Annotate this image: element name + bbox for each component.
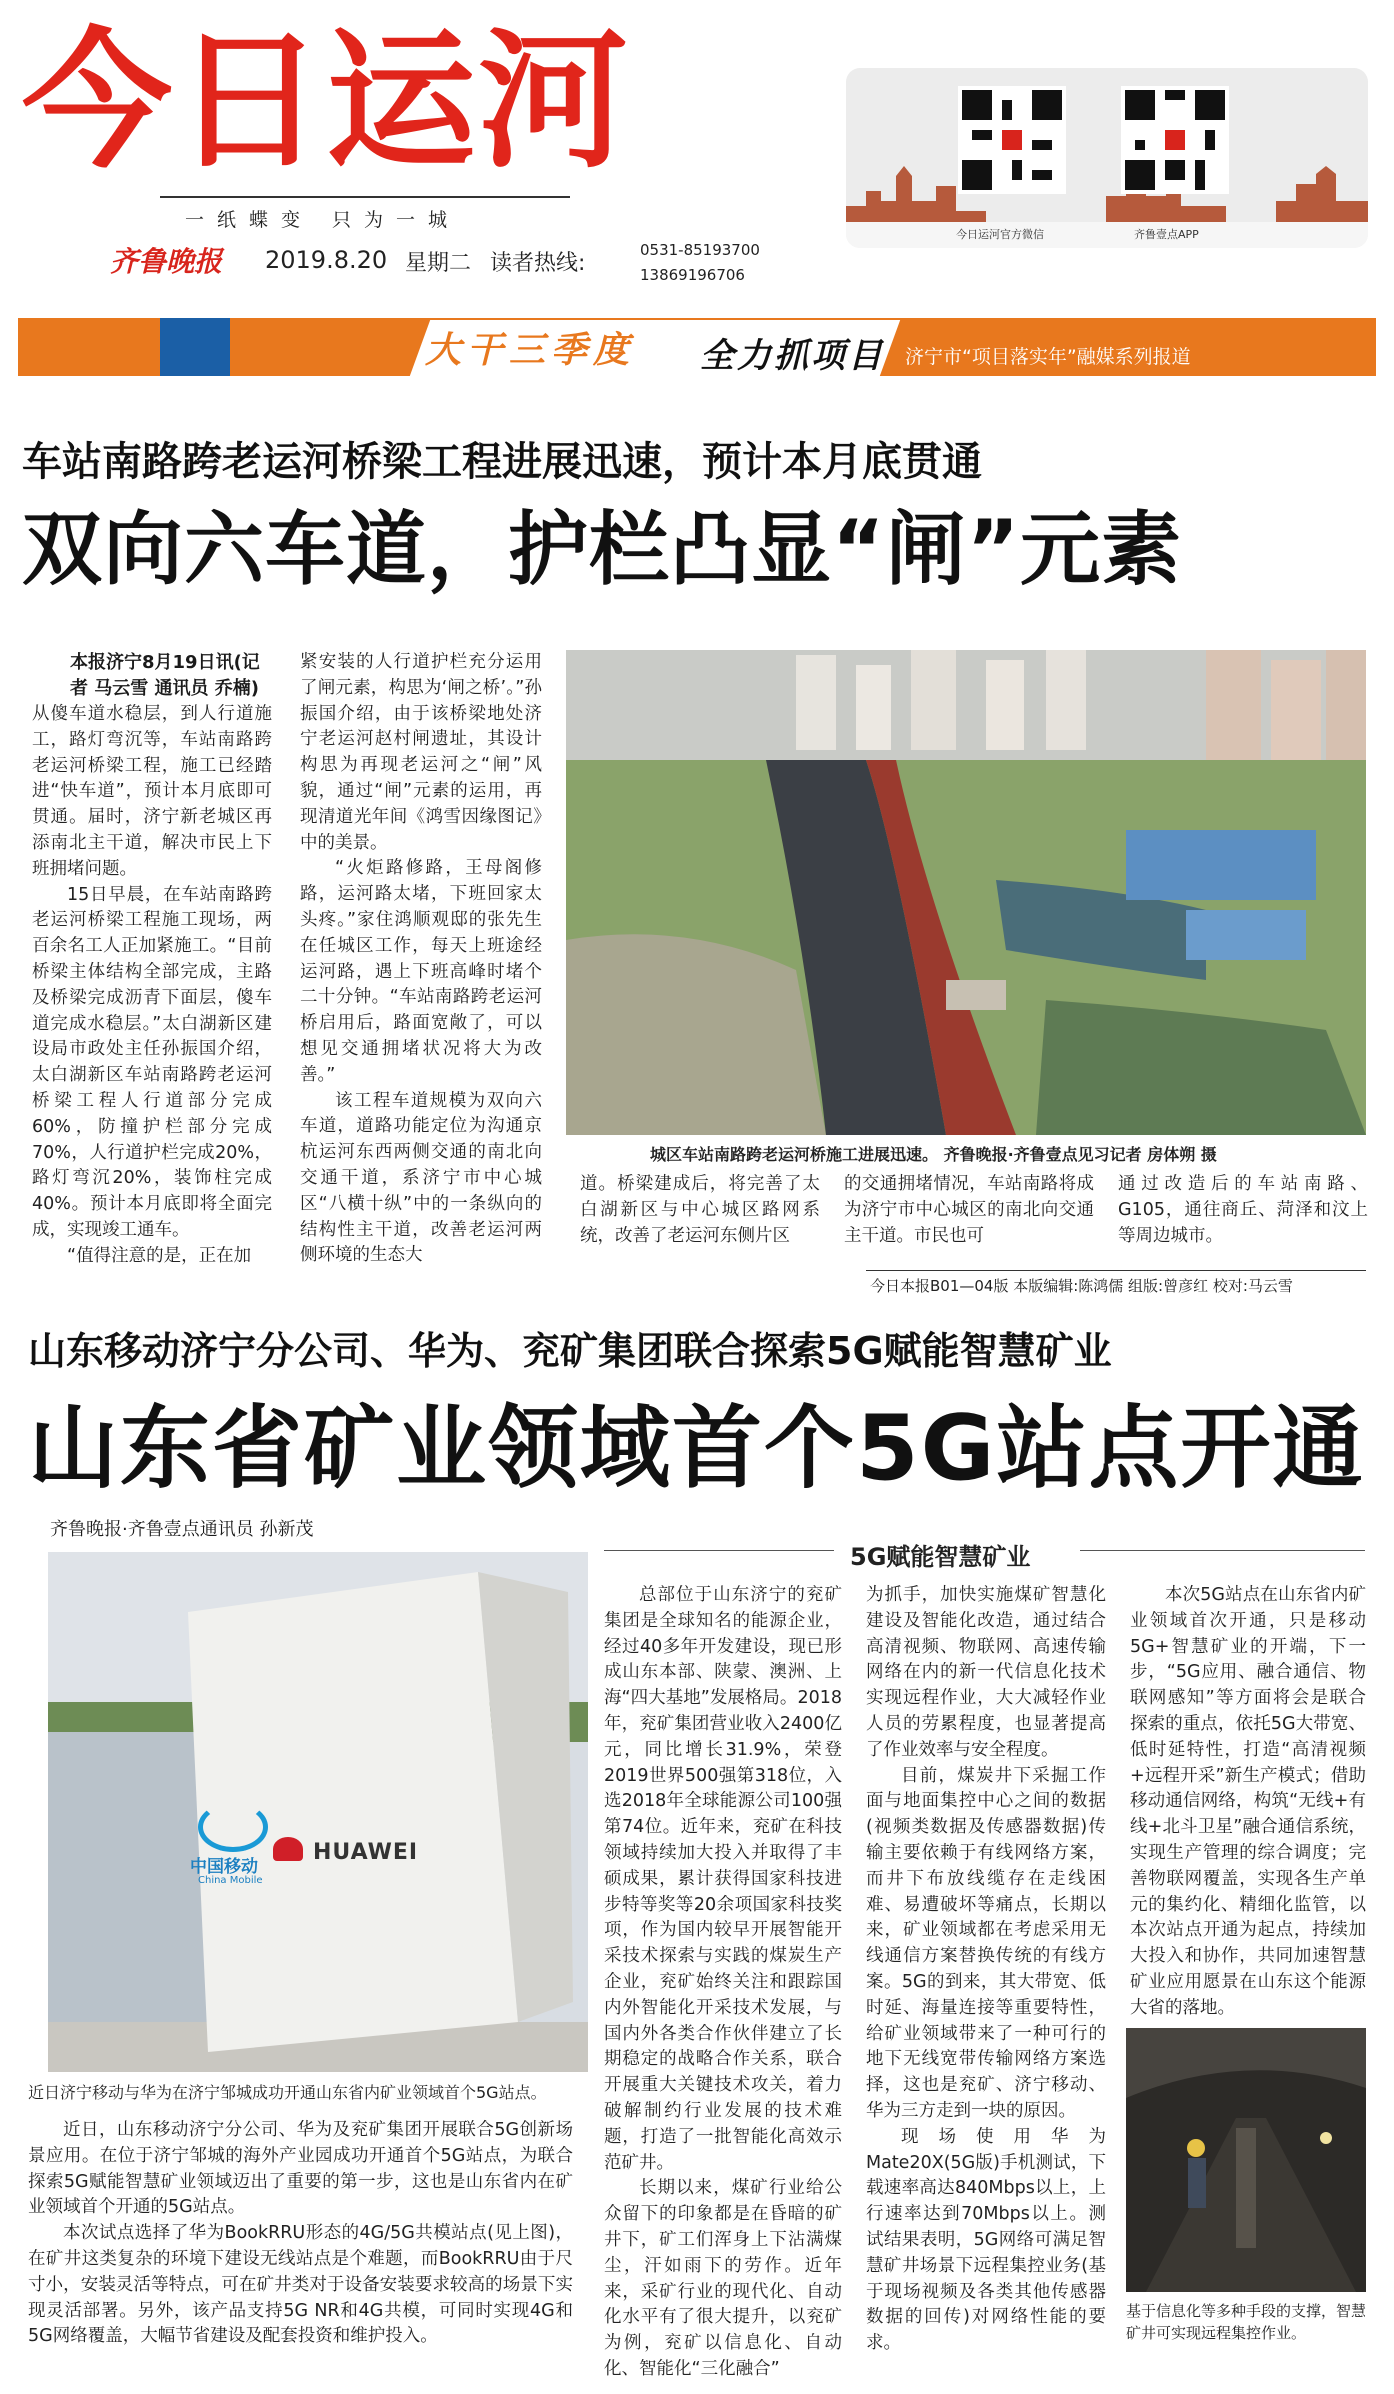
- paragraph: 该工程车道规模为双向六车道，道路功能定位为沟通京杭运河东西两侧交通的南北向交通干道，系济宁市中心城区“八横十纵”中的一条纵向的结构性主干道，改善老运河两侧环境的生态大: [300, 1090, 542, 1266]
- section-rule-left: [604, 1550, 834, 1551]
- article2-column-3: [1130, 1583, 1366, 2022]
- paragraph: “值得注意的是，正在加: [67, 1245, 252, 1266]
- paragraph: 为抓手，加快实施煤矿智慧化建设及智能化改造，通过结合高清视频、物联网、高速传输网络在内的新一代信息化技术实现远程作业，大大减轻作业人员的劳累程度，也显著提高了作业效率与安全程度。: [866, 1585, 1106, 1760]
- article2-headline: 山东省矿业领域首个5G站点开通: [28, 1396, 1365, 1501]
- article2-column-1: [604, 1583, 842, 2383]
- paragraph: 现场使用华为Mate20X(5G版)手机测试，下载速率高达840Mbps以上，上行速率达到70Mbps以上。测试结果表明，5G网络可满足智慧矿井场景下远程集控业务(基于现场视频及各类其他传感器数据的回传)对网络性能的要求。: [866, 2126, 1106, 2354]
- qr-label-app: 齐鲁壹点APP: [1134, 228, 1199, 241]
- article1-photo-caption: 城区车站南路跨老运河桥施工进展迅速。 齐鲁晚报·齐鲁壹点见习记者 房体朔 摄: [650, 1145, 1217, 1164]
- paragraph: 从傻车道水稳层，到人行道施工，路灯弯沉等，车站南路跨老运河桥梁工程，施工已经踏进“快车道”，预计本月底即可贯通。届时，济宁新老城区再添南北主干道，解决市民上下班拥堵问题。: [32, 704, 272, 879]
- paragraph: 紧安装的人行道护栏充分运用了闸元素，构思为‘闸之桥’。”孙振国介绍，由于该桥梁地处济宁老运河赵村闸遗址，其设计构思为再现老运河之“闸”风貌，通过“闸”元素的运用，再现清道光年间《鸿雪因缘图记》中的美景。: [300, 652, 542, 853]
- paragraph: 本次5G站点在山东省内矿业领域首次开通，只是移动5G+智慧矿业的开端，下一步，“5G应用、融合通信、物联网感知”等方面将会是联合探索的重点，依托5G大带宽、低时延特性，打造“高清视频+远程开采”新生产模式；借助移动通信网络，构筑“无线+有线+北斗卫星”融合通信系统，实现生产管理的综合调度；完善物联网覆盖，实现各生产单元的集约化、精细化监管，以本次站点开通为起点，持续加大投入和协作，共同加速智慧矿业应用愿景在山东这个能源大省的落地。: [1130, 1585, 1366, 2018]
- issue-weekday: 星期二: [405, 251, 472, 276]
- article1-column-5: 通过改造后的车站南路、G105，通往商丘、菏泽和汶上等周边城市。: [1118, 1174, 1368, 1246]
- coal-mine-photo: [1126, 2028, 1366, 2292]
- masthead-title: 今日运河: [22, 15, 631, 189]
- article2-kicker: 山东移动济宁分公司、华为、兖矿集团联合探索5G赋能智慧矿业: [28, 1329, 1112, 1373]
- mine-photo-caption: 基于信息化等多种手段的支撑，智慧矿井可实现远程集控作业。: [1126, 2302, 1367, 2342]
- paragraph: 本次试点选择了华为BookRRU形态的4G/5G共模站点(见上图)，在矿井这类复杂的环境下建设无线站点是个难题，而BookRRU由于尺寸小，安装灵活等特点，可在矿井类对于设备安装要求较高的场景下实现灵活部署。另外，该产品支持5G NR和4G共模，可同时实现4G和5G网络覆盖，大幅节省建设及配套投资和维护投入。: [28, 2223, 573, 2347]
- paragraph: “火炬路修路，王母阁修路，运河路太堵，下班回家太头疼。”家住鸿顺观邸的张先生在任城区工作，每天上班途经运河路，遇上下班高峰时堵个二十分钟。“车站南路跨老运河桥启用后，路面宽敞了，可以想见交通拥堵状况将大为改善。”: [300, 858, 542, 1085]
- section-rule-right: [1080, 1550, 1365, 1551]
- qr-label-wechat: 今日运河官方微信: [956, 228, 1044, 241]
- 5g-station-photo: [48, 1552, 588, 2072]
- city-skyline-graphic: [846, 156, 1368, 226]
- article2-intro: [28, 2118, 573, 2350]
- article2-photo-caption: 近日济宁移动与华为在济宁邹城成功开通山东省内矿业领域首个5G站点。: [28, 2083, 547, 2102]
- article1-column-1: [32, 702, 272, 1270]
- banner-slogan-1: 大干三季度: [425, 330, 636, 371]
- article2-byline: 齐鲁晚报·齐鲁壹点通讯员 孙新茂: [50, 1519, 314, 1540]
- issue-date: 2019.8.20: [265, 246, 388, 274]
- article2-column-2: [866, 1583, 1106, 2357]
- article1-column-3: 道。桥梁建成后，将完善了太白湖新区与中心城区路网系统，改善了老运河东侧片区: [580, 1174, 820, 1246]
- paragraph: 15日早晨，在车站南路跨老运河桥梁工程施工现场，两百余名工人正加紧施工。“目前桥梁主体结构全部完成，主路及桥梁完成沥青下面层，傻车道完成水稳层。”太白湖新区建设局市政处主任孙振国介绍，太白湖新区车站南路跨老运河桥梁工程人行道部分完成60%，防撞护栏部分完成70%，人行道护栏完成20%，路灯弯沉20%，装饰柱完成40%。预计本月底即将全面完成，实现竣工通车。: [32, 884, 272, 1240]
- hotline-number-1: 0531-85193700: [640, 241, 760, 259]
- paragraph: 总部位于山东济宁的兖矿集团是全球知名的能源企业，经过40多年开发建设，现已形成山东本部、陕蒙、澳洲、上海“四大基地”发展格局。2018年，兖矿集团营业收入2400亿元，同比增长31.9%，荣登2019世界500强第318位，入选2018年全球能源公司100强第74位。近年来，兖矿在科技领域持续加大投入并取得了丰硕成果，累计获得国家科技进步特等奖等20余项国家科技奖项，作为国内较早开展智能开采技术探索与实践的煤炭生产企业，兖矿始终关注和跟踪国内外智能化开采技术发展，与国内外各类合作伙伴建立了长期稳定的战略合作关系，联合开展重大关键技术攻关，着力破解制约行业发展的技术难题，打造了一批智能化高效示范矿井。: [604, 1585, 842, 2173]
- banner-series-label: 济宁市“项目落实年”融媒系列报道: [905, 346, 1191, 368]
- bridge-construction-photo: [566, 650, 1366, 1135]
- app-qr-code: [1121, 86, 1229, 194]
- slogan-divider: [160, 196, 570, 198]
- paragraph: 近日，山东移动济宁分公司、华为及兖矿集团开展联合5G创新场景应用。在位于济宁邹城的海外产业园成功开通首个5G站点，为联合探索5G赋能智慧矿业领域迈出了重要的第一步，这也是山东省内在矿业领域首个开通的5G站点。: [28, 2120, 573, 2218]
- article2-section-head: 5G赋能智慧矿业: [850, 1543, 1031, 1571]
- article1-headline: 双向六车道，护栏凸显“闸”元素: [22, 503, 1183, 596]
- hotline-label: 读者热线:: [490, 251, 586, 276]
- huawei-logo-icon: [273, 1837, 303, 1861]
- paragraph: 长期以来，煤矿行业给公众留下的印象都是在昏暗的矿井下，矿工们浑身上下沾满煤尘，汗如雨下的劳作。近年来，采矿行业的现代化、自动化水平有了很大提升，以兖矿为例，兖矿以信息化、自动化、智能化“三化融合”: [604, 2178, 842, 2379]
- wechat-qr-code: [958, 86, 1066, 194]
- carrier-label-en: China Mobile: [198, 1875, 263, 1886]
- article1-column-2: [300, 650, 542, 1269]
- article1-byline: 本报济宁8月19日讯(记者 马云雪 通讯员 乔楠): [70, 652, 260, 699]
- paper-logo: 齐鲁晚报: [110, 245, 223, 278]
- article1-column-4: 的交通拥堵情况，车站南路将成为济宁市中心城区的南北向交通主干道。市民也可: [844, 1174, 1094, 1246]
- page-credits: 今日本报B01—04版 本版编辑:陈鸿儒 组版:曾彦红 校对:马云雪: [870, 1277, 1293, 1295]
- banner-accent: [160, 318, 230, 376]
- article1-kicker: 车站南路跨老运河桥梁工程进展迅速，预计本月底贯通: [22, 439, 982, 485]
- footer-rule: [866, 1270, 1366, 1271]
- vendor-label: HUAWEI: [313, 1840, 419, 1865]
- qr-code-panel: [846, 68, 1368, 248]
- hotline-number-2: 13869196706: [640, 266, 745, 284]
- carrier-label: 中国移动: [190, 1857, 258, 1877]
- masthead-slogan: 一纸蝶变 只为一城: [185, 209, 461, 231]
- banner-slogan-2: 全力抓项目: [700, 336, 885, 376]
- paragraph: 目前，煤炭井下采掘工作面与地面集控中心之间的数据(视频类数据及传感器数据)传输主要依赖于有线网络方案，而井下布放线缆存在走线困难、易遭破坏等痛点，长期以来，矿业领域都在考虑采用无线通信方案替换传统的有线方案。5G的到来，其大带宽、低时延、海量连接等重要特性，给矿业领域带来了一种可行的地下无线宽带传输网络方案选择，这也是兖矿、济宁移动、华为三方走到一块的原因。: [866, 1765, 1106, 2121]
- china-mobile-logo-icon: [198, 1802, 268, 1852]
